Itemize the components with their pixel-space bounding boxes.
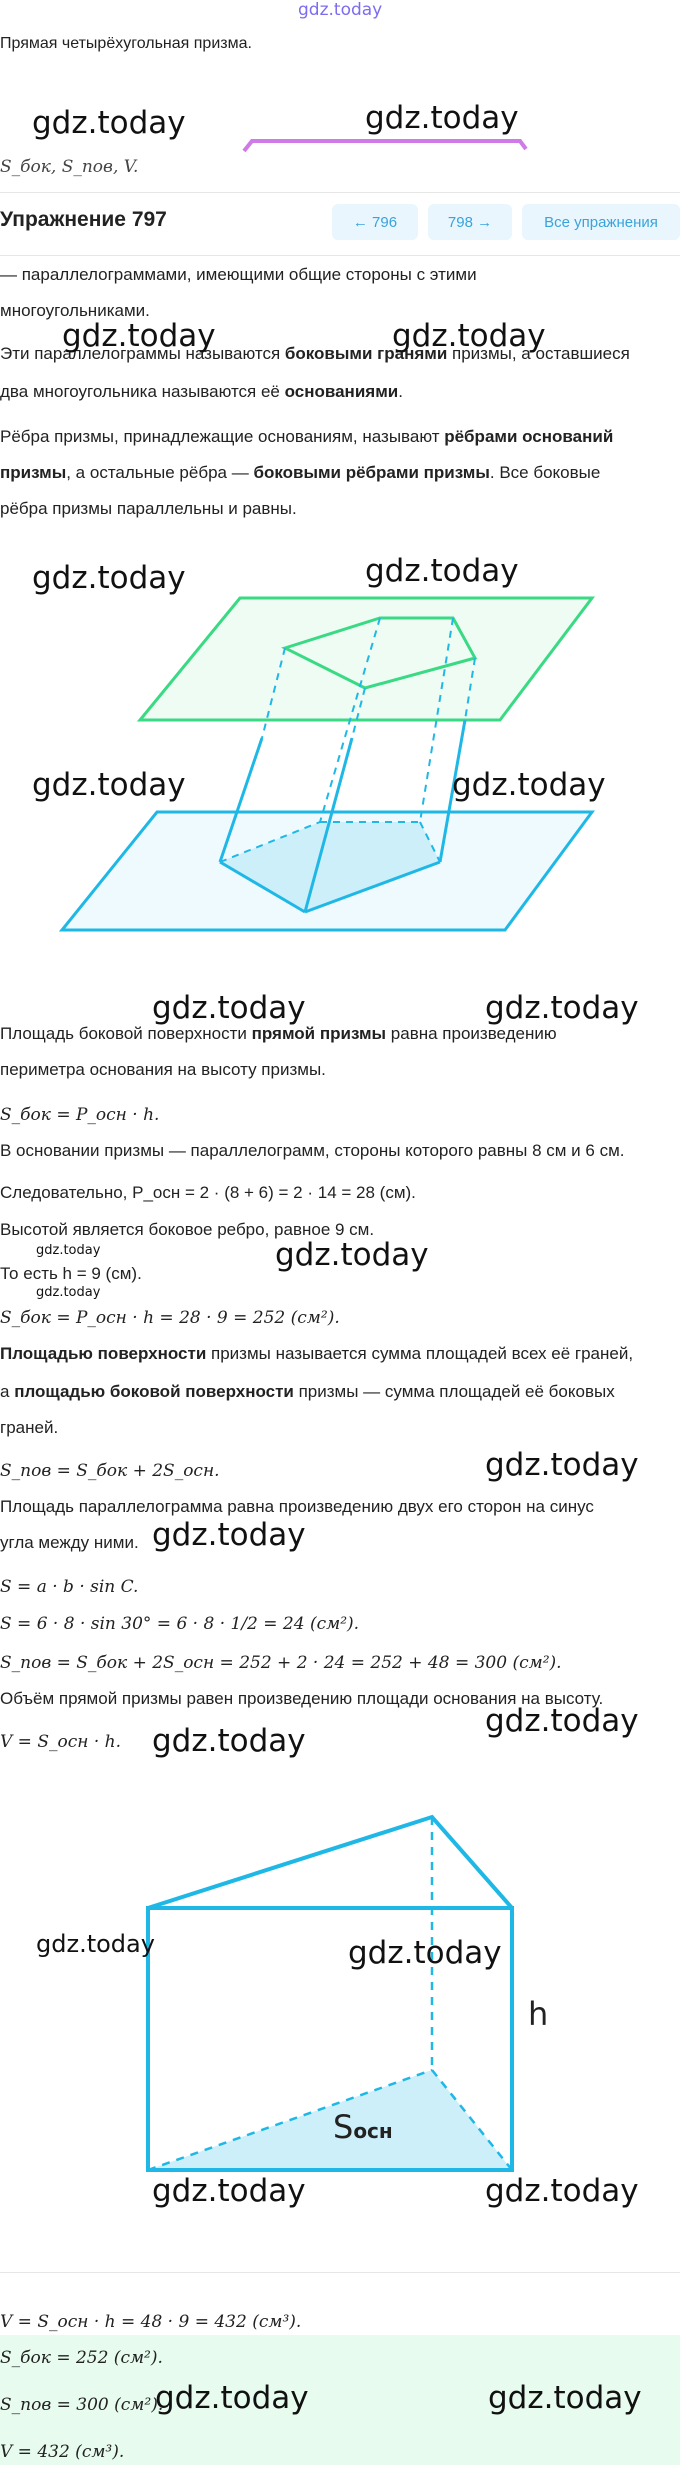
solution-text: периметра основания на высоту призмы. (0, 1060, 326, 1079)
watermark: gdz.today (36, 1930, 155, 1958)
divider (0, 192, 680, 193)
decorative-arrow-line (240, 135, 530, 155)
top-plane (140, 598, 592, 720)
watermark: gdz.today (36, 1285, 101, 1300)
solution-text: а площадью боковой поверхности призмы — сумма площадей её боковых (0, 1382, 615, 1401)
theory-text: Эти параллелограммы называются боковыми гранями призмы, а оставшиеся (0, 344, 630, 363)
watermark: gdz.today (36, 1243, 101, 1258)
answer-line: S_пов = 300 (см²). (0, 2395, 164, 2415)
formula: S = 6 · 8 · sin 30° = 6 · 8 · 1/2 = 24 (см²). (0, 1614, 360, 1634)
watermark: gdz.today (392, 318, 546, 354)
theory-text: многоугольниками. (0, 301, 150, 320)
watermark: gdz.today (485, 1447, 639, 1483)
watermark: gdz.today (452, 767, 606, 803)
watermark: gdz.today (348, 1935, 502, 1971)
formula: V = S_осн · h = 48 · 9 = 432 (см³). (0, 2312, 302, 2332)
solution-text: граней. (0, 1418, 59, 1437)
exercise-title: Упражнение 797 (0, 208, 167, 231)
formula: V = S_осн · h. (0, 1732, 121, 1752)
watermark: gdz.today (152, 1723, 306, 1759)
solution-text: Объём прямой призмы равен произведению площади основания на высоту. (0, 1689, 604, 1708)
divider (0, 255, 680, 256)
watermark: gdz.today (32, 767, 186, 803)
theory-text: Рёбра призмы, принадлежащие основаниям, называют рёбрами оснований (0, 427, 614, 446)
watermark: gdz.today (485, 2173, 639, 2209)
all-exercises-button[interactable]: Все упражнения (522, 204, 680, 240)
problem-statement: Прямая четырёхугольная призма. (0, 35, 252, 52)
solution-text: То есть h = 9 (см). (0, 1264, 142, 1283)
formula: S_бок = P_осн · h. (0, 1105, 160, 1125)
watermark: gdz.today (152, 2173, 306, 2209)
solution-text: В основании призмы — параллелограмм, стороны которого равны 8 см и 6 см. (0, 1141, 625, 1160)
formula: S_бок = P_осн · h = 28 · 9 = 252 (см²). (0, 1308, 340, 1328)
theory-text: рёбра призмы параллельны и равны. (0, 499, 297, 518)
problem-find: S_бок, S_пов, V. (0, 157, 139, 177)
answer-line: V = 432 (см³). (0, 2442, 125, 2462)
solution-text: угла между ними. (0, 1533, 139, 1552)
formula: S_пов = S_бок + 2S_осн. (0, 1461, 220, 1481)
height-label: h (528, 1995, 549, 2033)
next-exercise-button[interactable]: 798 → (428, 204, 512, 240)
base-shading (148, 2070, 512, 2170)
answer-line: S_бок = 252 (см²). (0, 2348, 163, 2368)
watermark: gdz.today (32, 105, 186, 141)
site-logo[interactable]: gdz.today (298, 0, 383, 20)
watermark: gdz.today (155, 2380, 309, 2416)
divider (0, 2272, 680, 2273)
formula: S = a · b · sin C. (0, 1577, 139, 1597)
watermark: gdz.today (485, 990, 639, 1026)
watermark: gdz.today (62, 318, 216, 354)
prism-planes-figure (0, 560, 680, 960)
watermark: gdz.today (488, 2380, 642, 2416)
prev-exercise-button[interactable]: ← 796 (332, 204, 418, 240)
watermark: gdz.today (32, 560, 186, 596)
watermark: gdz.today (152, 990, 306, 1026)
watermark: gdz.today (275, 1237, 429, 1273)
solution-text: Площадью поверхности призмы называется сумма площадей всех её граней, (0, 1344, 634, 1363)
solution-text: Площадь боковой поверхности прямой призмы равна произведению (0, 1024, 557, 1043)
solution-text: Следовательно, P_осн = 2 · (8 + 6) = 2 · 14 = 28 (см). (0, 1183, 416, 1202)
solution-text: Высотой является боковое ребро, равное 9 см. (0, 1220, 375, 1239)
formula: S_пов = S_бок + 2S_осн = 252 + 2 · 24 = 252 + 48 = 300 (см²). (0, 1653, 562, 1673)
watermark: gdz.today (365, 100, 519, 136)
theory-text: два многоугольника называются её основаниями. (0, 382, 403, 401)
solution-text: Площадь параллелограмма равна произведению двух его сторон на синус (0, 1497, 594, 1516)
theory-text: призмы, а остальные рёбра — боковыми рёбрами призмы. Все боковые (0, 463, 601, 482)
watermark: gdz.today (152, 1517, 306, 1553)
watermark: gdz.today (485, 1703, 639, 1739)
base-area-label: Sосн (333, 2108, 393, 2146)
watermark: gdz.today (365, 553, 519, 589)
theory-text: — параллелограммами, имеющими общие стороны с этими (0, 265, 477, 284)
